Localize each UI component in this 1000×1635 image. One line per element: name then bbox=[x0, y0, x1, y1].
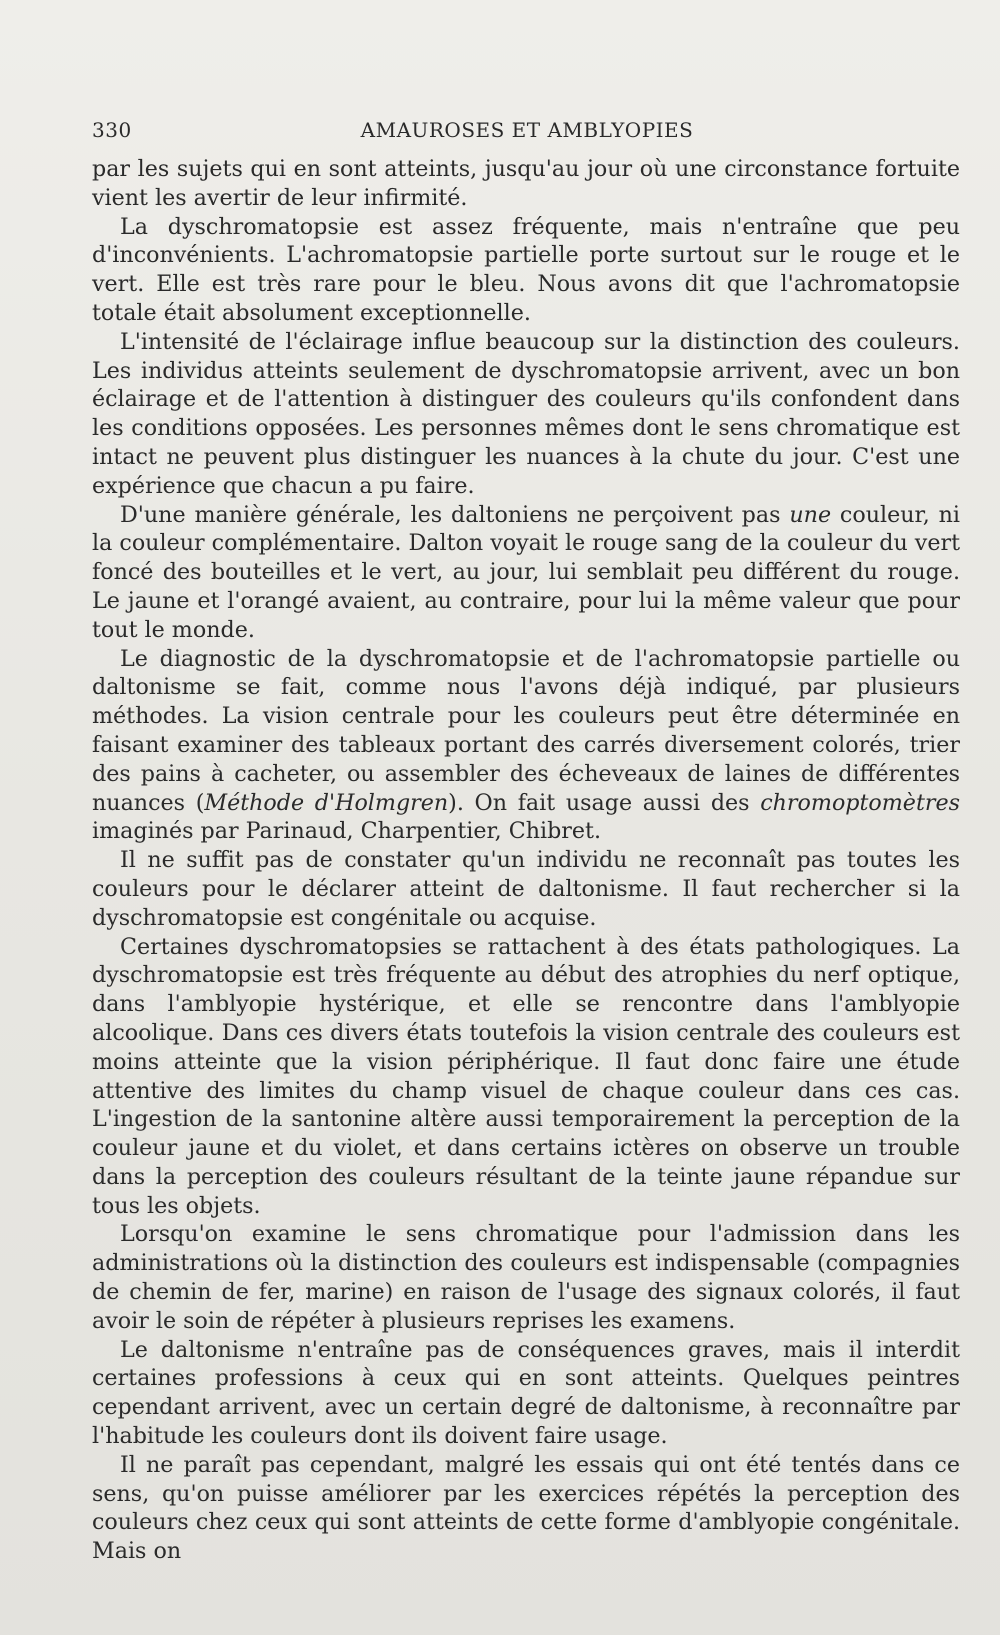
page-number: 330 bbox=[92, 118, 132, 142]
body-text bbox=[92, 155, 960, 1566]
paragraph-10: Il ne paraît pas cependant, malgré les essais qui ont été tentés dans ce sens, qu'on puisse améliorer par les exercices répétés la perception des couleurs chez ceux qui sont atteints de cette forme d'amblyopie congénitale. Mais on bbox=[92, 1451, 960, 1565]
paragraph-9: Le daltonisme n'entraîne pas de conséquences graves, mais il interdit certaines professions à ceux qui en sont atteints. Quelques peintres cependant arrivent, avec un certain degré de daltonisme, à reconnaître par l'habitude les couleurs dont ils doivent faire usage. bbox=[92, 1336, 960, 1450]
paragraph-4: D'une manière générale, les daltoniens ne perçoivent pas une couleur, ni la couleur complémentaire. Dalton voyait le rouge sang de la couleur du vert foncé des bouteilles et le vert, au jour, lui semblait peu différent du rouge. Le jaune et l'orangé avaient, au contraire, pour lui la même valeur que pour tout le monde. bbox=[92, 501, 960, 643]
paragraph-2: La dyschromatopsie est assez fréquente, mais n'entraîne que peu d'inconvénients. L'achromatopsie partielle porte surtout sur le rouge et le vert. Elle est très rare pour le bleu. Nous avons dit que l'achromatopsie totale était absolument exceptionnelle. bbox=[92, 213, 960, 326]
running-title: AMAUROSES ET AMBLYOPIES bbox=[360, 118, 694, 142]
running-head bbox=[92, 118, 962, 148]
paragraph-6: Il ne suffit pas de constater qu'un individu ne reconnaît pas toutes les couleurs pour le déclarer atteint de daltonisme. Il faut rechercher si la dyschromatopsie est congénitale ou acquise. bbox=[92, 847, 960, 931]
paragraph-8: Lorsqu'on examine le sens chromatique pour l'admission dans les administrations où la distinction des couleurs est indispensable (compagnies de chemin de fer, marine) en raison de l'usage des signaux colorés, il faut avoir le soin de répéter à plusieurs reprises les examens. bbox=[92, 1221, 960, 1334]
paragraph-5: Le diagnostic de la dyschromatopsie et de l'achromatopsie partielle ou daltonisme se fait, comme nous l'avons déjà indiqué, par plusieurs méthodes. La vision centrale pour les couleurs peut être déterminée en faisant examiner des tableaux portant des carrés diversement colorés, trier des pains à cacheter, ou assembler des écheveaux de laines de différentes nuances (Méthode d'Holmgren). On fait usage aussi des chromoptomètres imaginés par Parinaud, Charpentier, Chibret. bbox=[92, 645, 960, 845]
paragraph-3: L'intensité de l'éclairage influe beaucoup sur la distinction des couleurs. Les individus atteints seulement de dyschromatopsie arrivent, avec un bon éclairage et de l'attention à distinguer des couleurs qu'ils confondent dans les conditions opposées. Les personnes mêmes dont le sens chromatique est intact ne peuvent plus distinguer les nuances à la chute du jour. C'est une expérience que chacun a pu faire. bbox=[92, 328, 960, 499]
paragraph-1: par les sujets qui en sont atteints, jusqu'au jour où une circonstance fortuite vient les avertir de leur infirmité. bbox=[92, 156, 960, 211]
paragraph-7: Certaines dyschromatopsies se rattachent à des états pathologiques. La dyschromatopsie est très fréquente au début des atrophies du nerf optique, dans l'amblyopie hystérique, et elle se rencontre dans l'amblyopie alcoolique. Dans ces divers états toutefois la vision centrale des couleurs est moins atteinte que la vision périphérique. Il faut donc faire une étude attentive des limites du champ visuel de chaque couleur dans ces cas. L'ingestion de la santonine altère aussi temporairement la perception de la couleur jaune et du violet, et dans certains ictères on observe un trouble dans la perception des couleurs résultant de la teinte jaune répandue sur tous les objets. bbox=[92, 933, 960, 1219]
